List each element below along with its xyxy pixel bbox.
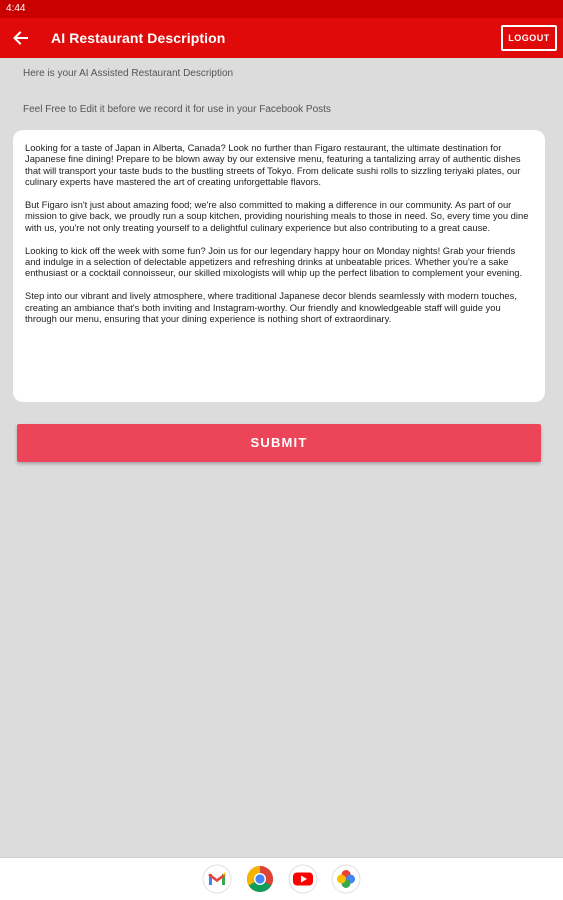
description-paragraph-2: But Figaro isn't just about amazing food; we're also committed to making a difference in our community. As part of our mission to give back, we proudly run a soup kitchen, providing nourishing meals to those in need. So, every time you dine with us, you're not only treating yourself to a delightful culinary experience but also contributing to a great cause.: [25, 199, 529, 233]
page-title: AI Restaurant Description: [51, 30, 226, 46]
logout-button[interactable]: LOGOUT: [501, 25, 557, 51]
chrome-icon[interactable]: [245, 864, 275, 894]
youtube-icon[interactable]: [288, 864, 318, 894]
status-bar: [0, 0, 563, 18]
gmail-icon[interactable]: [202, 864, 232, 894]
back-arrow-icon[interactable]: [8, 26, 32, 50]
intro-line-2: Feel Free to Edit it before we record it for use in your Facebook Posts: [23, 104, 331, 115]
submit-button[interactable]: SUBMIT: [17, 424, 541, 462]
photos-icon[interactable]: [331, 864, 361, 894]
description-text[interactable]: [13, 130, 545, 324]
description-paragraph-3: Looking to kick off the week with some fun? Join us for our legendary happy hour on Monday nights! Grab your friends and indulge in a selection of delectable appetizers and refreshing drinks at unbeatable prices. Whether you're a sake enthusiast or a cocktail connoisseur, our skilled mixologists will whip up the perfect libation to complement your evening.: [25, 244, 523, 279]
intro-line-1: Here is your AI Assisted Restaurant Description: [23, 68, 234, 79]
description-paragraph-1: Looking for a taste of Japan in Alberta, Canada? Look no further than Figaro restaurant, the ultimate destination for Japanese fine dining! Prepare to be blown away by our extensive menu, featuring a tantalizing array of authentic dishes that will transport your taste buds to the bustling streets of Tokyo. From delicate sushi rolls to sizzling teriyaki plates, our culinary experts have mastered the art of creating unforgettable flavors.: [25, 142, 521, 188]
app-bar: [0, 18, 563, 58]
taskbar: [0, 857, 563, 900]
description-paragraph-4: Step into our vibrant and lively atmosphere, where traditional Japanese decor blends seamlessly with modern touches, creating an ambiance that's both inviting and Instagram-worthy. Our friendly and knowledgeable staff will guide you through our menu, ensuring that your dining experience is nothing short of extraordinary.: [25, 290, 517, 325]
status-time: 4:44: [6, 3, 26, 14]
description-textarea[interactable]: [13, 130, 545, 402]
